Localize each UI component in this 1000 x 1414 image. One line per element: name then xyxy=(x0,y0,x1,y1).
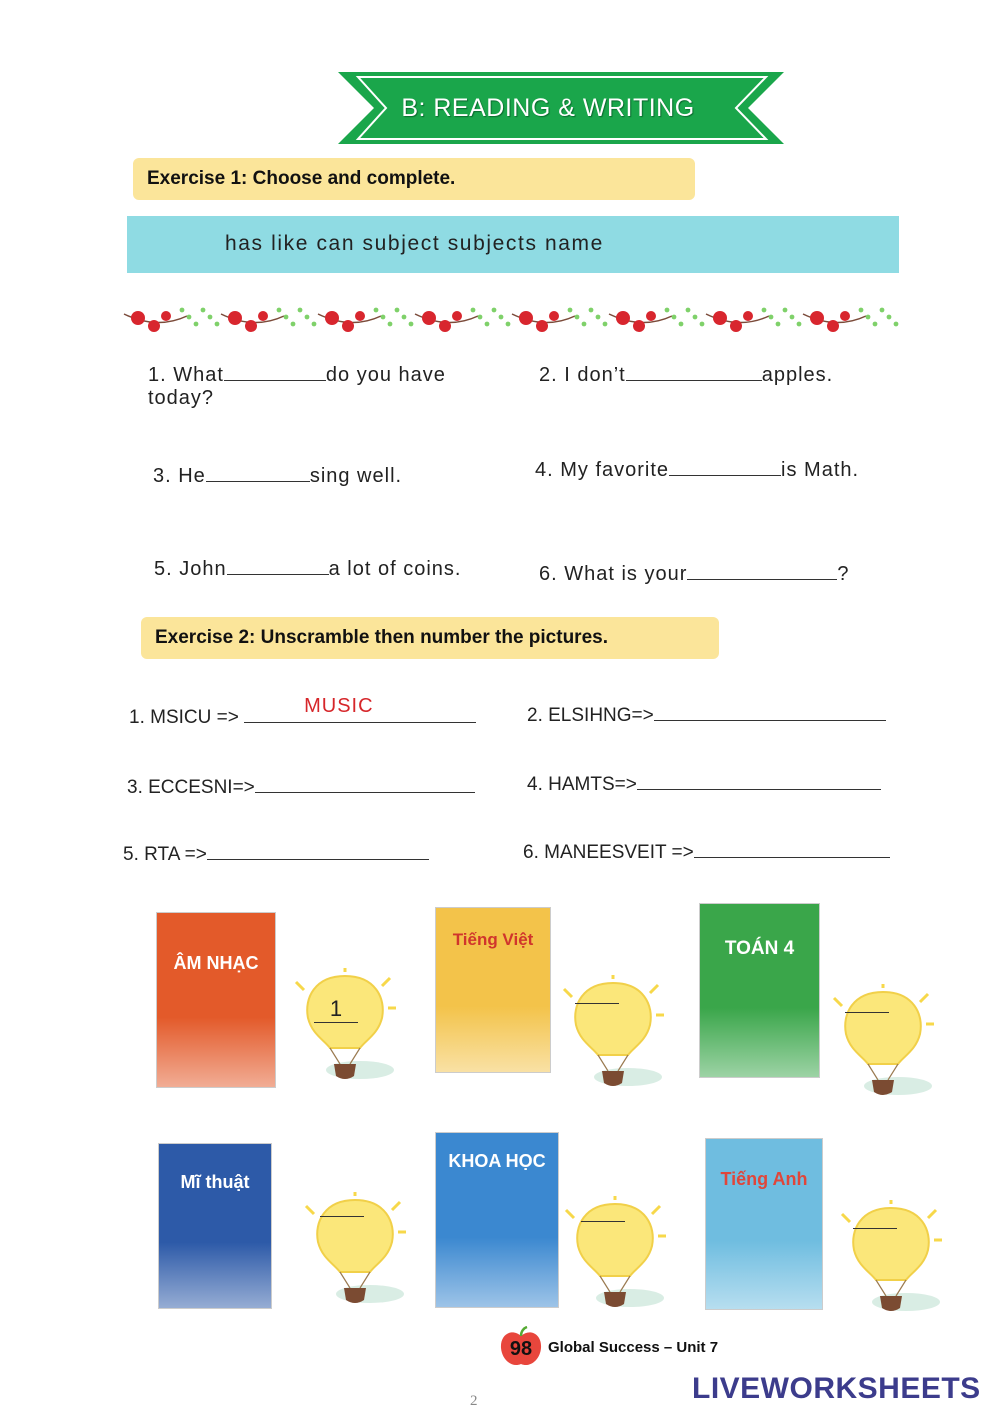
flower-icon xyxy=(803,308,898,332)
question-1 xyxy=(148,362,446,410)
word-bank-text: has like can subject subjects name xyxy=(225,232,604,255)
unscramble-3-answer-field[interactable] xyxy=(255,776,475,793)
flower-icon xyxy=(221,308,316,332)
unscramble-1-answer: MUSIC xyxy=(304,695,374,717)
book-number-field-6[interactable] xyxy=(845,1228,905,1229)
question-5-prompt: 5. John xyxy=(154,558,227,580)
unscramble-4-prompt: 4. HAMTS=> xyxy=(527,774,637,795)
question-3-prompt: 3. He xyxy=(153,465,206,487)
flower-divider xyxy=(120,298,900,342)
sheet-page-number: 2 xyxy=(470,1393,478,1409)
book-cover-4 xyxy=(158,1143,272,1309)
book-cover-3 xyxy=(699,903,820,1078)
section-title: B: READING & WRITING xyxy=(401,94,695,122)
lightbulb-icon xyxy=(558,975,668,1095)
question-1-suffix: do you have xyxy=(325,364,446,386)
unscramble-5 xyxy=(123,843,429,866)
unscramble-2-prompt: 2. ELSIHNG=> xyxy=(527,705,654,726)
unscramble-4 xyxy=(527,773,881,796)
question-6-prompt: 6. What is your xyxy=(539,563,688,585)
question-4-suffix: is Math. xyxy=(781,459,860,481)
book-cover-1-title: ÂM NHẠC xyxy=(173,953,259,973)
book-cover-5 xyxy=(435,1132,559,1308)
lightbulb-icon xyxy=(300,1192,410,1312)
question-3-blank[interactable] xyxy=(206,463,310,482)
unscramble-5-answer-field[interactable] xyxy=(207,843,429,860)
book-number-field-3[interactable] xyxy=(837,1012,897,1013)
lightbulb-icon xyxy=(828,984,938,1104)
book-cover-5-title: KHOA HỌC xyxy=(448,1151,546,1171)
lightbulb-icon xyxy=(836,1200,946,1320)
unscramble-6-answer-field[interactable] xyxy=(694,841,890,858)
unscramble-2 xyxy=(527,704,886,727)
unscramble-3 xyxy=(127,776,475,799)
question-2-prompt: 2. I don’t xyxy=(539,364,626,386)
unscramble-6 xyxy=(523,841,890,864)
book-cover-2-title: Tiếng Việt xyxy=(452,930,534,949)
question-6 xyxy=(539,561,850,586)
book-number-1: 1 xyxy=(329,996,343,1021)
question-3-suffix: sing well. xyxy=(309,465,403,487)
exercise-2-heading: Exercise 2: Unscramble then number the pictures. xyxy=(141,617,719,659)
flower-icon xyxy=(706,308,801,332)
book-cover-6 xyxy=(705,1138,823,1310)
lightbulb-icon xyxy=(290,968,400,1088)
question-1-suffix-2: today? xyxy=(148,387,215,409)
unscramble-4-answer-field[interactable] xyxy=(637,773,881,790)
question-1-prompt: 1. What xyxy=(148,364,224,386)
question-5-suffix: a lot of coins. xyxy=(328,558,462,580)
footer-page-number: 98 xyxy=(509,1338,533,1360)
flower-icon xyxy=(124,308,219,332)
question-4-blank[interactable] xyxy=(669,457,781,476)
unscramble-1-prompt: 1. MSICU => xyxy=(129,707,239,728)
unscramble-5-prompt: 5. RTA => xyxy=(123,844,207,865)
unscramble-3-prompt: 3. ECCESNI=> xyxy=(127,777,255,798)
book-number-field-4[interactable] xyxy=(312,1216,372,1217)
lightbulb-icon xyxy=(560,1196,670,1316)
liveworksheets-logo: LIVEWORKSHEETS xyxy=(692,1372,981,1405)
book-number-field-1[interactable] xyxy=(306,996,366,1023)
question-6-blank[interactable] xyxy=(687,561,837,580)
book-cover-1 xyxy=(156,912,276,1088)
question-6-suffix: ? xyxy=(837,563,850,585)
question-4 xyxy=(535,457,859,482)
unscramble-1-answer-field[interactable] xyxy=(244,695,476,723)
question-4-prompt: 4. My favorite xyxy=(535,459,670,481)
exercise-1-heading: Exercise 1: Choose and complete. xyxy=(133,158,695,200)
book-cover-2 xyxy=(435,907,551,1073)
question-5 xyxy=(154,556,461,581)
book-cover-4-title: Mĩ thuật xyxy=(180,1172,250,1192)
book-cover-6-title: Tiếng Anh xyxy=(720,1169,808,1189)
question-5-blank[interactable] xyxy=(227,556,329,575)
flower-icon xyxy=(512,308,607,332)
question-3 xyxy=(153,463,402,488)
unscramble-1 xyxy=(129,695,476,729)
flower-icon xyxy=(609,308,704,332)
flower-icon xyxy=(318,308,413,332)
question-2-blank[interactable] xyxy=(626,362,762,381)
book-number-field-5[interactable] xyxy=(573,1221,633,1222)
question-1-blank[interactable] xyxy=(224,362,326,381)
footer-unit-label: Global Success – Unit 7 xyxy=(548,1339,719,1356)
book-number-field-2[interactable] xyxy=(567,1003,627,1004)
book-cover-3-title: TOÁN 4 xyxy=(724,938,795,959)
unscramble-6-prompt: 6. MANEESVEIT => xyxy=(523,842,694,863)
question-2 xyxy=(539,362,833,387)
question-2-suffix: apples. xyxy=(761,364,834,386)
unscramble-2-answer-field[interactable] xyxy=(654,704,886,721)
flower-icon xyxy=(415,308,510,332)
